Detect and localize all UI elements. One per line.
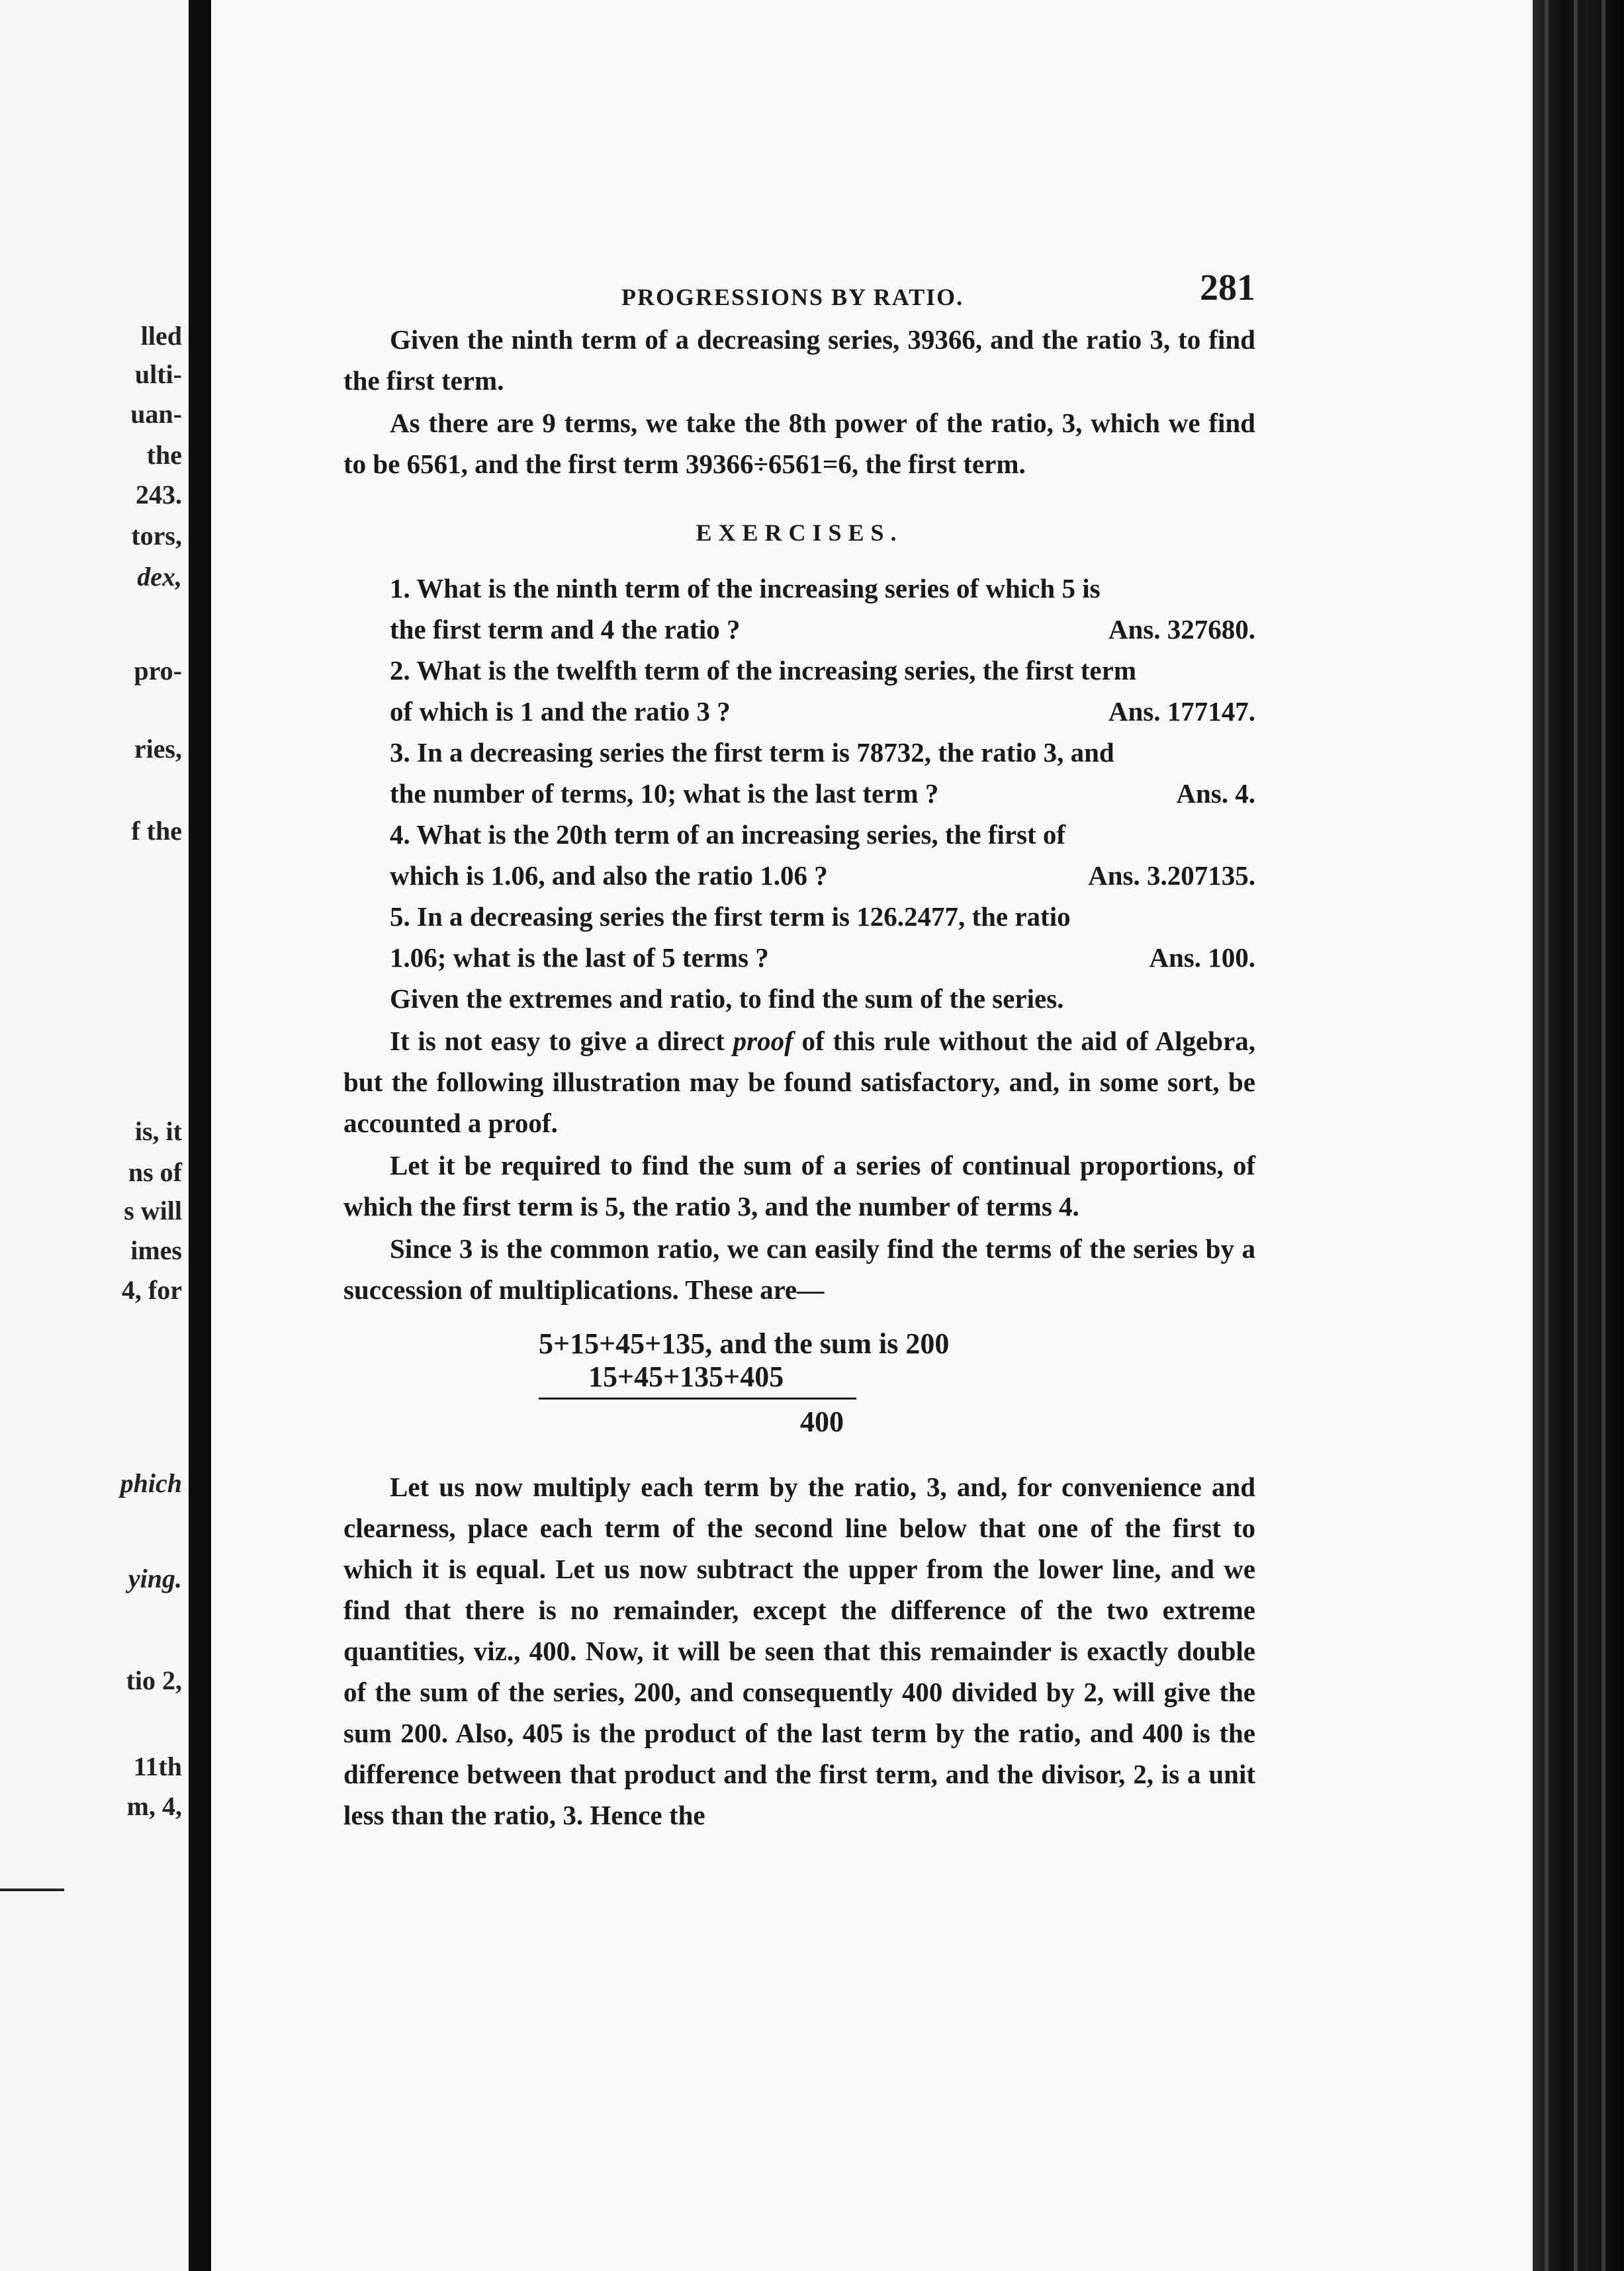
exercise-answer: Ans. 177147.	[1108, 696, 1255, 727]
left-page-fragment: ries,	[134, 734, 182, 764]
running-header	[343, 267, 1255, 315]
series-row-2: 15+45+135+405	[588, 1360, 784, 1393]
left-page-fragment: is, it	[134, 1116, 182, 1146]
left-page-fragment: dex,	[137, 562, 182, 592]
left-page-fragment: uan-	[130, 399, 182, 429]
exercise-question-cont: the number of terms, 10; what is the last term ?	[390, 778, 939, 809]
exercise-list	[343, 568, 1255, 978]
left-page-fragment: f the	[131, 816, 182, 846]
exercise-question: 3. In a decreasing series the first term is 78732, the ratio 3, and	[390, 737, 1114, 768]
left-page-fragment: ns of	[128, 1157, 182, 1187]
proof-text-a: It is not easy to give a direct	[390, 1026, 733, 1056]
left-page	[0, 0, 189, 2271]
exercise-question: 2. What is the twelfth term of the increasing series, the first term	[390, 655, 1136, 686]
exercise-question: 1. What is the ninth term of the increasing series of which 5 is	[390, 573, 1101, 603]
exercises-heading: EXERCISES.	[696, 519, 903, 546]
exercise-item	[343, 814, 1255, 896]
body-paragraph-since: Since 3 is the common ratio, we can easily find the terms of the series by a succession of multiplications. These are—	[343, 1233, 1255, 1305]
left-page-fragment: m, 4,	[126, 1791, 182, 1821]
page-gutter	[189, 0, 211, 2271]
left-page-fragment: imes	[130, 1235, 182, 1265]
left-page-fragment: tors,	[131, 521, 182, 551]
intro-paragraph-1: Given the ninth term of a decreasing series, 39366, and the ratio 3, to find the first term.	[343, 324, 1255, 396]
exercise-answer: Ans. 4.	[1176, 778, 1255, 809]
left-page-fragment: s will	[124, 1196, 182, 1225]
exercise-question-cont: 1.06; what is the last of 5 terms ?	[390, 942, 769, 973]
left-page-fragment: the	[146, 440, 182, 470]
intro-paragraph-2: As there are 9 terms, we take the 8th power of the ratio, 3, which we find to be 6561, and the first term 39366÷6561=6, the first term.	[343, 408, 1255, 479]
left-page-fragment: pro-	[134, 656, 182, 686]
page-number: 281	[1200, 267, 1255, 308]
exercise-item	[343, 568, 1255, 650]
exercise-question-cont: the first term and 4 the ratio ?	[390, 614, 741, 645]
left-page-fragment: tio 2,	[126, 1666, 182, 1695]
left-page-fragment: ying.	[128, 1564, 182, 1593]
exercise-question-cont: which is 1.06, and also the ratio 1.06 ?	[390, 860, 828, 891]
proof-emphasis: proof	[733, 1026, 793, 1056]
body-paragraph-proof	[343, 1020, 1255, 1143]
exercise-answer: Ans. 327680.	[1108, 614, 1255, 645]
exercise-question: 4. What is the 20th term of an increasing series, the first of	[390, 819, 1066, 850]
page-content	[343, 267, 1255, 1837]
body-paragraph-given: Given the extremes and ratio, to find the sum of the series.	[390, 983, 1064, 1014]
body-paragraph-multiply: Let us now multiply each term by the ratio, 3, and, for convenience and clearness, place each term of the second line below that one of the first to which it is equal. Let us now subtract the upper from the lower line, and we find that there is no remainder, except the difference of the two extreme quantities, viz., 400. Now, it will be seen that this remainder is exactly double of the sum of the series, 200, and consequently 400 divided by 2, will give the sum 200. Also, 405 is the product of the last term by the ratio, and 400 is the difference between that product and the first term, and the divisor, 2, is a unit less than the ratio, 3. Hence the	[343, 1472, 1255, 1830]
series-row-1: 5+15+45+135, and the sum is 200	[539, 1327, 950, 1360]
left-page-fragment: phich	[120, 1468, 182, 1498]
left-page-fragment: lled	[140, 321, 182, 351]
left-page-fragment: ulti-	[134, 359, 182, 389]
difference-total: 400	[800, 1405, 844, 1438]
exercise-question-cont: of which is 1 and the ratio 3 ?	[390, 696, 731, 727]
exercise-answer: Ans. 3.207135.	[1088, 860, 1255, 891]
sum-rule	[539, 1398, 856, 1400]
body-paragraph-let: Let it be required to find the sum of a series of continual proportions, of which the first term is 5, the ratio 3, and the number of terms 4.	[343, 1150, 1255, 1222]
left-page-fragment: 243.	[136, 480, 182, 510]
exercise-item	[343, 732, 1255, 814]
exercise-answer: Ans. 100.	[1149, 942, 1255, 973]
left-page-rule	[0, 1889, 64, 1891]
left-page-fragment: 4, for	[121, 1275, 182, 1305]
exercise-item	[343, 650, 1255, 732]
right-page-edge	[1533, 0, 1624, 2271]
exercise-item	[343, 896, 1255, 978]
left-page-fragment: 11th	[133, 1752, 182, 1781]
running-title: PROGRESSIONS BY RATIO.	[621, 284, 964, 310]
addition-illustration	[343, 1323, 1255, 1443]
exercise-question: 5. In a decreasing series the first term is 126.2477, the ratio	[390, 901, 1071, 932]
proof-text-b: of this rule without the aid of Algebra, but the following illustration may be found satisfactory, and, in some sort, be accounted a proof.	[343, 1026, 1255, 1138]
